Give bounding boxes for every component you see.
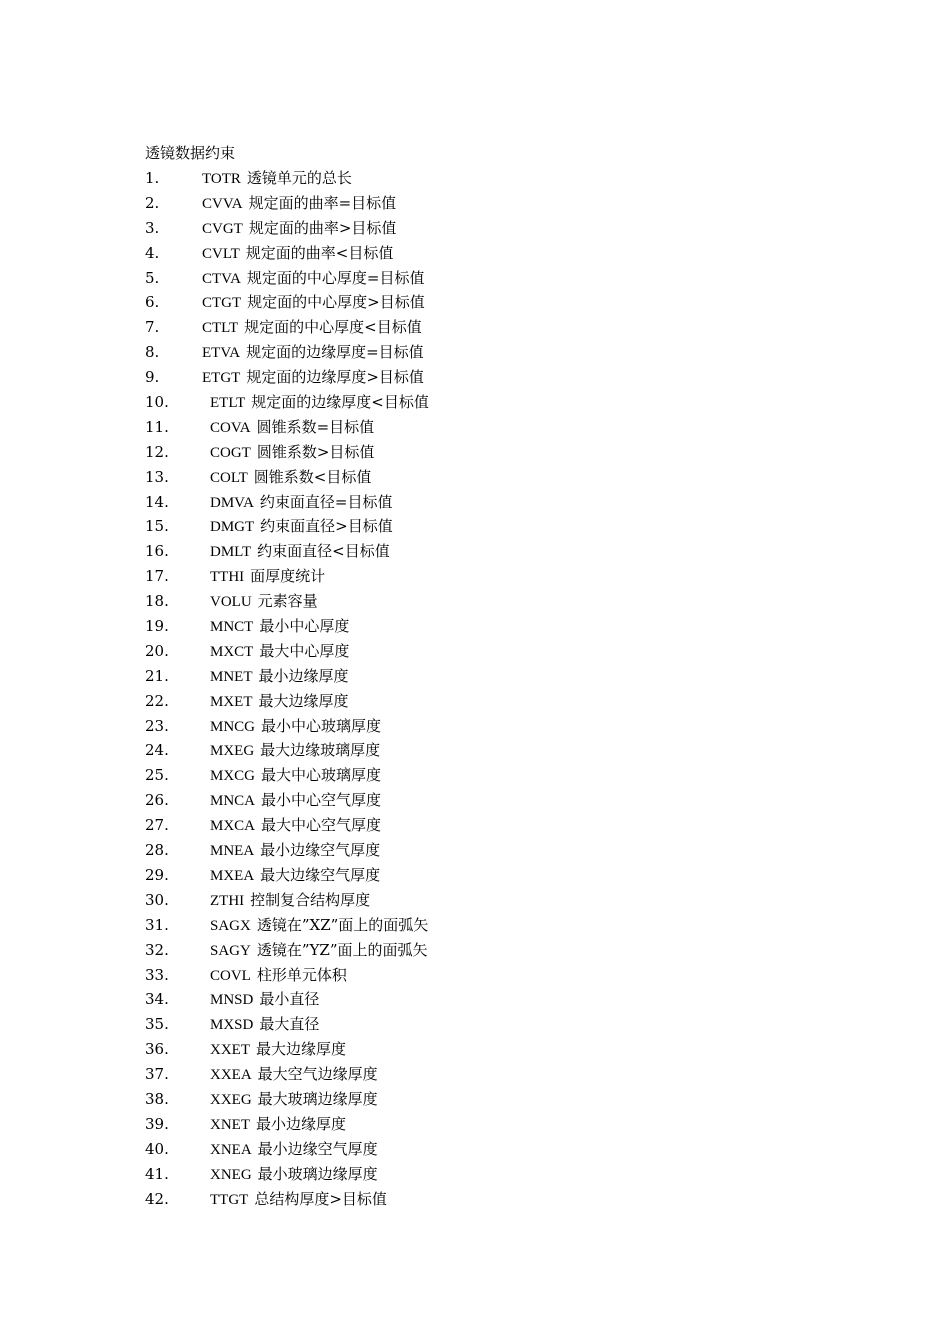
list-item xyxy=(145,988,429,1013)
item-number: 4. xyxy=(145,243,160,262)
item-code: XNEG xyxy=(210,1166,252,1183)
item-description: 规定面的曲率>目标值 xyxy=(248,218,397,237)
list-item xyxy=(145,939,429,964)
item-number: 22. xyxy=(145,691,169,710)
list-item xyxy=(145,391,429,416)
item-description: 透镜单元的总长 xyxy=(246,169,352,187)
item-number: 30. xyxy=(145,890,169,909)
list-item xyxy=(145,466,429,491)
item-description: 圆锥系数<目标值 xyxy=(253,467,372,486)
item-code: COGT xyxy=(210,444,251,461)
item-number: 1. xyxy=(145,169,160,187)
item-number: 2. xyxy=(145,193,160,212)
item-number: 5. xyxy=(145,268,160,287)
item-description: 最大中心空气厚度 xyxy=(261,816,382,835)
list-item xyxy=(145,192,429,217)
list-item xyxy=(145,441,429,466)
list-item xyxy=(145,267,429,292)
item-number: 14. xyxy=(145,492,169,511)
item-description: 最大中心玻璃厚度 xyxy=(261,766,382,785)
item-description: 透镜在”XZ”面上的面弧矢 xyxy=(256,915,429,934)
item-code: MNCA xyxy=(210,793,256,810)
item-number: 24. xyxy=(145,741,169,760)
item-description: 最大空气边缘厚度 xyxy=(257,1065,378,1084)
item-description: 最小中心空气厚度 xyxy=(261,791,382,810)
item-code: MXEA xyxy=(210,867,255,884)
item-description: 最小边缘厚度 xyxy=(258,666,349,685)
item-code: COLT xyxy=(210,469,248,486)
item-description: 最小边缘空气厚度 xyxy=(257,1139,378,1158)
item-code: MXET xyxy=(210,693,253,710)
item-number: 29. xyxy=(145,865,169,884)
item-description: 最大直径 xyxy=(259,1015,320,1034)
item-description: 规定面的中心厚度>目标值 xyxy=(247,293,425,312)
item-code: XXET xyxy=(210,1042,250,1059)
item-description: 面厚度统计 xyxy=(250,567,326,586)
item-number: 11. xyxy=(145,417,169,436)
item-description: 总结构厚度>目标值 xyxy=(254,1189,387,1208)
item-code: MNCG xyxy=(210,718,256,735)
item-number: 31. xyxy=(145,915,169,934)
list-item xyxy=(145,590,429,615)
list-item xyxy=(145,690,429,715)
item-number: 13. xyxy=(145,467,169,486)
list-item xyxy=(145,366,429,391)
item-code: TOTR xyxy=(202,171,241,187)
item-description: 最大玻璃边缘厚度 xyxy=(257,1089,378,1108)
item-description: 规定面的中心厚度=目标值 xyxy=(246,268,425,287)
item-number: 42. xyxy=(145,1189,169,1208)
item-number: 33. xyxy=(145,965,169,984)
list-item xyxy=(145,316,429,341)
item-number: 15. xyxy=(145,517,169,536)
item-description: 最大边缘厚度 xyxy=(256,1040,347,1059)
item-code: VOLU xyxy=(210,594,252,611)
item-description: 最小直径 xyxy=(259,990,320,1009)
item-code: TTGT xyxy=(210,1191,249,1208)
item-code: DMGT xyxy=(210,519,255,536)
item-code: CVVA xyxy=(202,195,243,212)
item-code: MNEA xyxy=(210,843,255,860)
list-item xyxy=(145,640,429,665)
item-code: XXEA xyxy=(210,1067,252,1084)
item-description: 最大边缘空气厚度 xyxy=(260,865,381,884)
item-code: SAGX xyxy=(210,917,251,934)
item-number: 8. xyxy=(145,343,160,362)
item-description: 圆锥系数>目标值 xyxy=(256,442,375,461)
item-number: 12. xyxy=(145,442,169,461)
list-item xyxy=(145,1138,429,1163)
item-code: MNET xyxy=(210,668,253,685)
item-description: 最大中心厚度 xyxy=(259,641,350,660)
document-title: 透镜数据约束 xyxy=(145,144,236,162)
item-description: 圆锥系数=目标值 xyxy=(256,417,375,436)
list-item xyxy=(145,764,429,789)
item-number: 16. xyxy=(145,542,169,561)
item-description: 控制复合结构厚度 xyxy=(250,890,371,909)
item-number: 23. xyxy=(145,716,169,735)
constraint-list xyxy=(145,167,429,1212)
item-number: 39. xyxy=(145,1114,169,1133)
item-description: 最小边缘厚度 xyxy=(256,1114,347,1133)
item-description: 最小中心厚度 xyxy=(259,617,350,636)
item-description: 约束面直径=目标值 xyxy=(259,492,393,511)
item-number: 40. xyxy=(145,1139,169,1158)
item-code: CTVA xyxy=(202,270,241,287)
list-item xyxy=(145,1013,429,1038)
list-item xyxy=(145,1038,429,1063)
item-number: 17. xyxy=(145,567,169,586)
item-description: 柱形单元体积 xyxy=(256,965,347,984)
item-code: CTGT xyxy=(202,295,242,312)
item-number: 26. xyxy=(145,791,169,810)
list-item xyxy=(145,1163,429,1188)
item-number: 35. xyxy=(145,1015,169,1034)
item-number: 32. xyxy=(145,940,169,959)
item-description: 规定面的边缘厚度>目标值 xyxy=(246,368,424,387)
item-description: 约束面直径<目标值 xyxy=(257,542,390,561)
item-code: ETLT xyxy=(210,395,246,412)
item-code: XNET xyxy=(210,1116,250,1133)
item-description: 最小中心玻璃厚度 xyxy=(261,716,382,735)
item-number: 7. xyxy=(145,318,160,337)
item-code: ETVA xyxy=(202,345,241,362)
item-number: 3. xyxy=(145,218,160,237)
item-number: 19. xyxy=(145,617,169,636)
list-item xyxy=(145,1113,429,1138)
item-code: MXCA xyxy=(210,818,256,835)
item-code: MXEG xyxy=(210,743,255,760)
item-code: TTHI xyxy=(210,569,245,586)
list-item xyxy=(145,1063,429,1088)
list-item xyxy=(145,291,429,316)
item-description: 最大边缘厚度 xyxy=(258,691,349,710)
item-number: 27. xyxy=(145,816,169,835)
item-code: SAGY xyxy=(210,942,251,959)
item-description: 元素容量 xyxy=(257,592,318,611)
item-description: 规定面的边缘厚度<目标值 xyxy=(251,393,429,412)
item-code: DMLT xyxy=(210,544,252,561)
list-item xyxy=(145,739,429,764)
item-number: 21. xyxy=(145,666,169,685)
item-number: 36. xyxy=(145,1040,169,1059)
item-number: 25. xyxy=(145,766,169,785)
list-item xyxy=(145,515,429,540)
item-code: XXEG xyxy=(210,1091,252,1108)
list-item xyxy=(145,839,429,864)
list-item xyxy=(145,242,429,267)
item-description: 规定面的曲率=目标值 xyxy=(248,193,397,212)
item-code: COVA xyxy=(210,419,251,436)
item-code: ETGT xyxy=(202,370,241,387)
item-code: CVLT xyxy=(202,245,240,262)
item-number: 10. xyxy=(145,393,169,412)
list-item xyxy=(145,565,429,590)
item-number: 6. xyxy=(145,293,160,312)
item-number: 34. xyxy=(145,990,169,1009)
list-item xyxy=(145,167,429,192)
item-description: 规定面的曲率<目标值 xyxy=(245,243,394,262)
list-item xyxy=(145,416,429,441)
item-code: COVL xyxy=(210,967,251,984)
item-code: MNSD xyxy=(210,992,254,1009)
list-item xyxy=(145,914,429,939)
list-item xyxy=(145,665,429,690)
item-number: 18. xyxy=(145,592,169,611)
list-item xyxy=(145,540,429,565)
item-code: CTLT xyxy=(202,320,239,337)
item-description: 最大边缘玻璃厚度 xyxy=(260,741,381,760)
list-item xyxy=(145,1088,429,1113)
list-item xyxy=(145,615,429,640)
item-code: MXSD xyxy=(210,1017,254,1034)
list-item xyxy=(145,217,429,242)
item-number: 28. xyxy=(145,841,169,860)
item-code: CVGT xyxy=(202,220,243,237)
item-number: 38. xyxy=(145,1089,169,1108)
item-code: XNEA xyxy=(210,1141,252,1158)
item-description: 规定面的边缘厚度=目标值 xyxy=(246,343,424,362)
list-item xyxy=(145,1188,429,1213)
item-description: 约束面直径>目标值 xyxy=(260,517,393,536)
item-description: 规定面的中心厚度<目标值 xyxy=(244,318,422,337)
list-item xyxy=(145,964,429,989)
list-item xyxy=(145,715,429,740)
list-item xyxy=(145,889,429,914)
item-code: MXCT xyxy=(210,643,254,660)
item-description: 最小边缘空气厚度 xyxy=(260,841,381,860)
item-number: 37. xyxy=(145,1065,169,1084)
item-code: MXCG xyxy=(210,768,256,785)
item-number: 9. xyxy=(145,368,160,387)
list-item xyxy=(145,864,429,889)
list-item xyxy=(145,789,429,814)
list-item xyxy=(145,814,429,839)
item-number: 20. xyxy=(145,641,169,660)
item-description: 最小玻璃边缘厚度 xyxy=(257,1164,378,1183)
item-code: MNCT xyxy=(210,619,254,636)
item-code: ZTHI xyxy=(210,892,245,909)
item-number: 41. xyxy=(145,1164,169,1183)
list-item xyxy=(145,341,429,366)
item-code: DMVA xyxy=(210,494,254,511)
item-description: 透镜在”YZ”面上的面弧矢 xyxy=(256,940,428,959)
list-item xyxy=(145,491,429,516)
